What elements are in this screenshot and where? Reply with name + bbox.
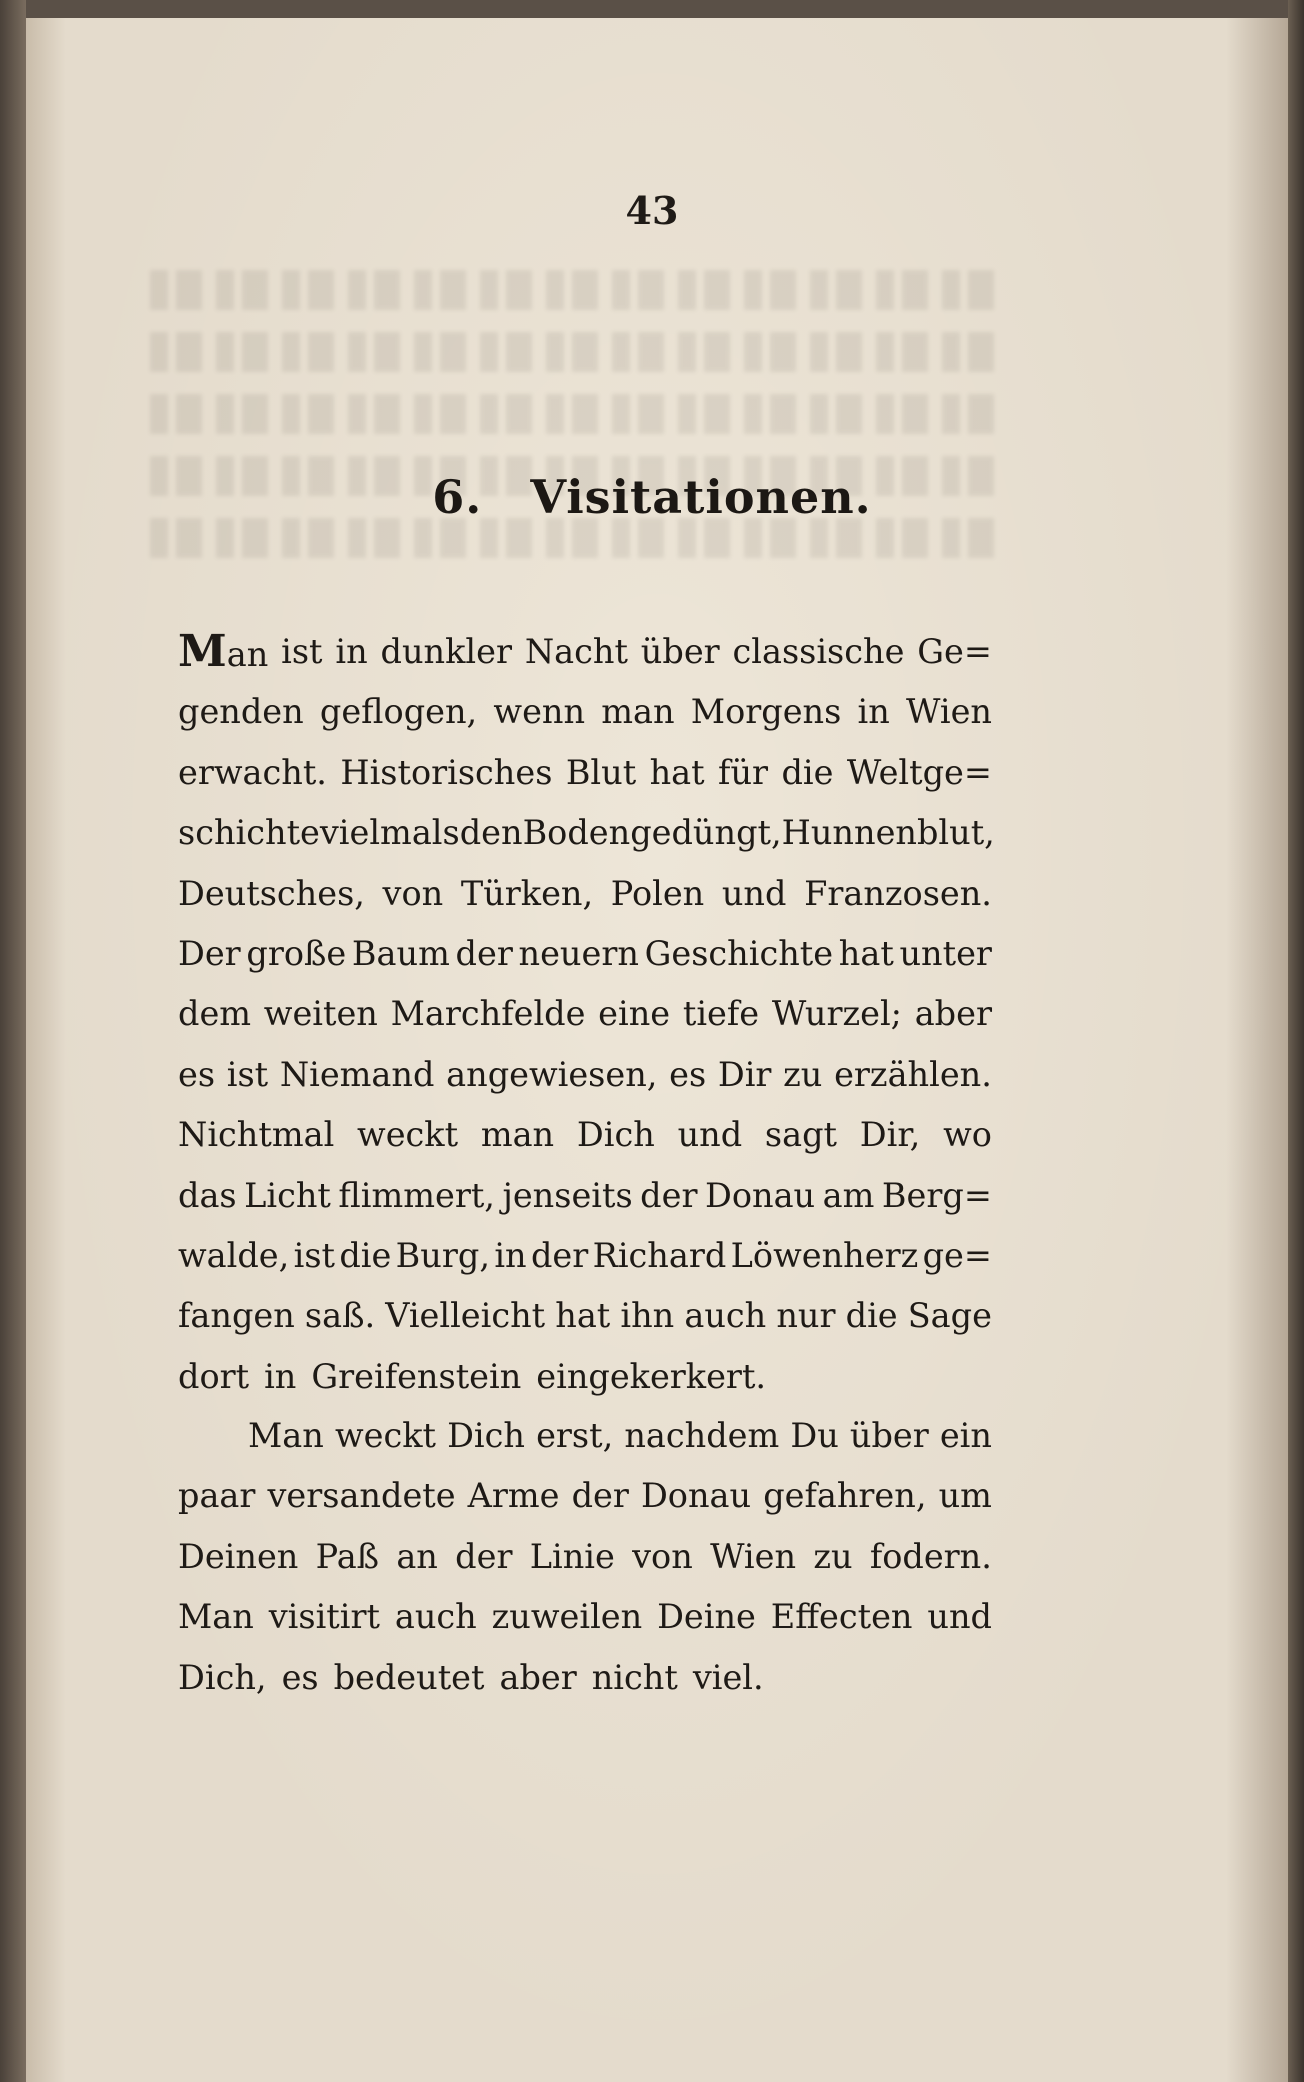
page-edge-shadow [1288, 0, 1304, 2082]
text-line: das Licht flimmert, jenseits der Donau am Berg= [178, 1175, 992, 1215]
text-line: Man visitirt auch zuweilen Deine Effecten und [178, 1597, 992, 1637]
text-line: Deinen Paß an der Linie von Wien zu fodern. [178, 1536, 992, 1576]
book-spine-shadow [0, 0, 26, 2082]
text-line: Deutsches, von Türken, Polen und Franzosen. [178, 873, 992, 913]
text-line: schichte vielmals den Boden gedüngt, Hunnenblut, [178, 813, 995, 853]
bleed-through-text [150, 270, 1000, 570]
page-number: 43 [625, 188, 679, 233]
text-line: Nichtmal weckt man Dich und sagt Dir, wo [178, 1115, 992, 1155]
text-line: genden geflogen, wenn man Morgens in Wien [178, 692, 992, 732]
text-line: es ist Niemand angewiesen, es Dir zu erzählen. [178, 1054, 992, 1094]
paragraph-2 [178, 1406, 992, 1708]
text-line: Dich, es bedeutet aber nicht viel. [178, 1657, 764, 1697]
text-line: Der große Baum der neuern Geschichte hat unter [178, 933, 992, 973]
paragraph-1 [178, 622, 995, 1407]
text-line: paar versandete Arme der Donau gefahren, um [178, 1476, 992, 1516]
chapter-title: Visitationen. [530, 470, 872, 524]
text-line: erwacht. Historisches Blut hat für die Weltge= [178, 752, 992, 792]
chapter-number: 6. [432, 470, 483, 524]
text-line: dem weiten Marchfelde eine tiefe Wurzel; aber [178, 994, 992, 1034]
text-line: fangen saß. Vielleicht hat ihn auch nur die Sage [178, 1296, 992, 1336]
text-line: Man ist in dunkler Nacht über classische Ge= [178, 626, 992, 677]
text-line: walde, ist die Burg, in der Richard Löwenherz ge= [178, 1235, 992, 1275]
text-line: dort in Greifenstein eingekerkert. [178, 1356, 767, 1396]
chapter-heading [0, 470, 1304, 524]
text-line: Man weckt Dich erst, nachdem Du über ein [248, 1416, 992, 1455]
